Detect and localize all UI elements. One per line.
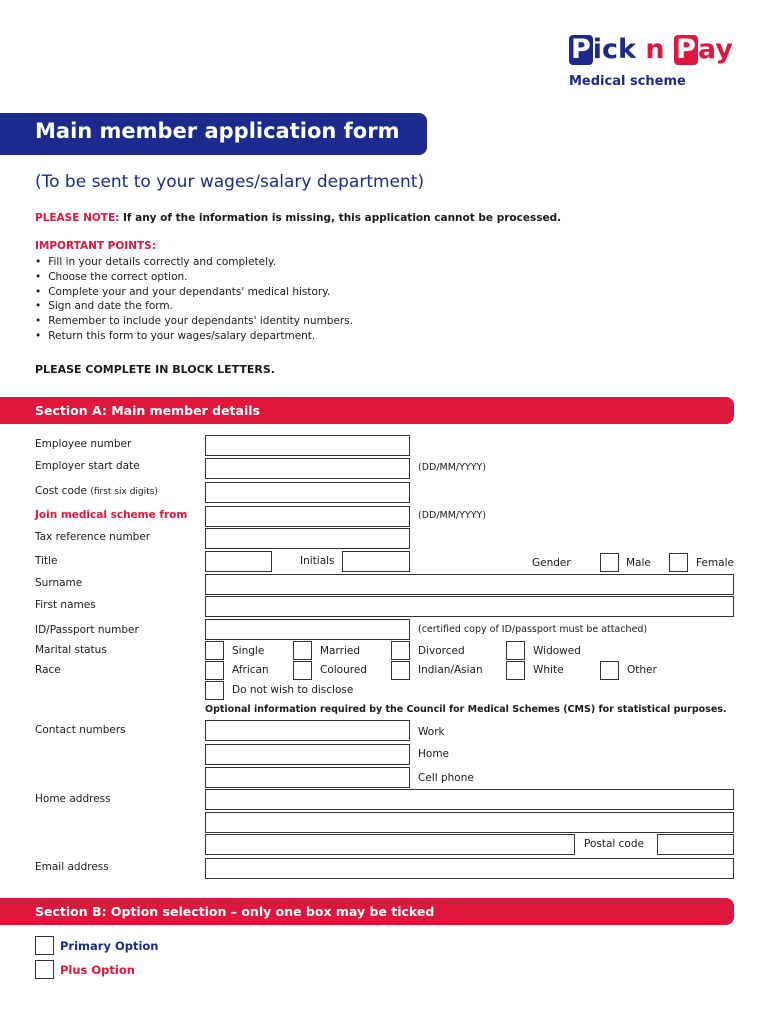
please-note bbox=[35, 212, 561, 224]
list-item: • Choose the correct option. bbox=[35, 270, 353, 285]
important-points bbox=[35, 255, 353, 344]
first-names-label: First names bbox=[35, 599, 96, 611]
employer-start-date-label: Employer start date bbox=[35, 460, 140, 472]
home-address-line-2[interactable] bbox=[205, 812, 734, 833]
race-no-disclose-checkbox[interactable] bbox=[205, 681, 224, 700]
section-b-title: Section B: Option selection – only one box may be ticked bbox=[35, 904, 435, 919]
plus-option-checkbox[interactable] bbox=[35, 960, 54, 979]
list-item: • Fill in your details correctly and completely. bbox=[35, 255, 353, 270]
coloured-label: Coloured bbox=[320, 664, 367, 676]
married-label: Married bbox=[320, 645, 360, 657]
home-number-field[interactable] bbox=[205, 744, 410, 765]
important-heading: IMPORTANT POINTS: bbox=[35, 240, 156, 252]
page-title: Main member application form bbox=[35, 119, 400, 143]
note-label: PLEASE NOTE: bbox=[35, 212, 120, 224]
logo-p2-box: P bbox=[676, 34, 696, 65]
initials-field[interactable] bbox=[342, 551, 410, 572]
logo-n: n bbox=[645, 34, 665, 65]
no-disclose-label: Do not wish to disclose bbox=[232, 684, 354, 696]
gender-male-checkbox[interactable] bbox=[600, 553, 619, 572]
cost-code-field[interactable] bbox=[205, 482, 410, 503]
primary-option-label: Primary Option bbox=[60, 939, 159, 953]
list-item: • Sign and date the form. bbox=[35, 299, 353, 314]
marital-married-checkbox[interactable] bbox=[293, 641, 312, 660]
email-field[interactable] bbox=[205, 858, 734, 879]
marital-status-label: Marital status bbox=[35, 644, 107, 656]
id-passport-label: ID/Passport number bbox=[35, 624, 139, 636]
employee-number-field[interactable] bbox=[205, 435, 410, 456]
page-subtitle: (To be sent to your wages/salary department) bbox=[35, 172, 425, 192]
list-item: • Complete your and your dependants' medical history. bbox=[35, 285, 353, 300]
tax-ref-field[interactable] bbox=[205, 528, 410, 549]
id-passport-field[interactable] bbox=[205, 619, 410, 640]
marital-widowed-checkbox[interactable] bbox=[506, 641, 525, 660]
white-label: White bbox=[533, 664, 564, 676]
join-scheme-label: Join medical scheme from bbox=[35, 509, 188, 521]
list-item: • Return this form to your wages/salary department. bbox=[35, 329, 353, 344]
optional-info-note: Optional information required by the Council for Medical Schemes (CMS) for statistical purposes. bbox=[205, 704, 727, 715]
surname-field[interactable] bbox=[205, 574, 734, 595]
gender-female-checkbox[interactable] bbox=[669, 553, 688, 572]
pick-n-pay-logo bbox=[569, 34, 733, 66]
widowed-label: Widowed bbox=[533, 645, 581, 657]
email-label: Email address bbox=[35, 861, 109, 873]
tax-ref-label: Tax reference number bbox=[35, 531, 151, 543]
home-address-label: Home address bbox=[35, 793, 111, 805]
title-label: Title bbox=[35, 555, 58, 567]
gender-label: Gender bbox=[532, 557, 571, 569]
logo-ick: ick bbox=[592, 34, 637, 65]
postal-code-label: Postal code bbox=[584, 838, 644, 850]
home-address-line-3[interactable] bbox=[205, 834, 575, 855]
race-other-checkbox[interactable] bbox=[600, 661, 619, 680]
postal-code-field[interactable] bbox=[657, 834, 734, 855]
employee-number-label: Employee number bbox=[35, 438, 132, 450]
id-hint: (certified copy of ID/passport must be attached) bbox=[418, 624, 648, 635]
primary-option-checkbox[interactable] bbox=[35, 936, 54, 955]
cell-label: Cell phone bbox=[418, 772, 474, 784]
race-indian-checkbox[interactable] bbox=[391, 661, 410, 680]
indian-label: Indian/Asian bbox=[418, 664, 483, 676]
work-label: Work bbox=[418, 726, 445, 738]
home-label: Home bbox=[418, 748, 450, 760]
first-names-field[interactable] bbox=[205, 596, 734, 617]
cost-code-text: Cost code bbox=[35, 485, 88, 497]
other-label: Other bbox=[627, 664, 657, 676]
african-label: African bbox=[232, 664, 269, 676]
marital-divorced-checkbox[interactable] bbox=[391, 641, 410, 660]
cost-code-label bbox=[35, 485, 158, 497]
block-letters-note: PLEASE COMPLETE IN BLOCK LETTERS. bbox=[35, 363, 275, 376]
list-item: • Remember to include your dependants' identity numbers. bbox=[35, 314, 353, 329]
note-text: If any of the information is missing, this application cannot be processed. bbox=[122, 212, 562, 224]
race-label: Race bbox=[35, 664, 61, 676]
male-label: Male bbox=[626, 557, 651, 569]
employer-start-date-field[interactable] bbox=[205, 458, 410, 479]
marital-single-checkbox[interactable] bbox=[205, 641, 224, 660]
logo-subtitle: Medical scheme bbox=[569, 74, 686, 89]
contact-numbers-label: Contact numbers bbox=[35, 724, 126, 736]
race-coloured-checkbox[interactable] bbox=[293, 661, 312, 680]
title-field[interactable] bbox=[205, 551, 272, 572]
logo-p-box: P bbox=[571, 34, 591, 65]
cost-code-hint: (first six digits) bbox=[90, 487, 158, 497]
female-label: Female bbox=[696, 557, 734, 569]
divorced-label: Divorced bbox=[418, 645, 465, 657]
plus-option-label: Plus Option bbox=[60, 963, 135, 977]
date-format-hint: (DD/MM/YYYY) bbox=[418, 462, 487, 473]
join-scheme-field[interactable] bbox=[205, 506, 410, 527]
logo-ay: ay bbox=[697, 34, 733, 65]
home-address-line-1[interactable] bbox=[205, 789, 734, 810]
cell-number-field[interactable] bbox=[205, 767, 410, 788]
race-white-checkbox[interactable] bbox=[506, 661, 525, 680]
initials-label: Initials bbox=[300, 555, 335, 567]
section-a-title: Section A: Main member details bbox=[35, 403, 260, 418]
work-number-field[interactable] bbox=[205, 720, 410, 741]
race-african-checkbox[interactable] bbox=[205, 661, 224, 680]
single-label: Single bbox=[232, 645, 265, 657]
surname-label: Surname bbox=[35, 577, 83, 589]
date-format-hint-2: (DD/MM/YYYY) bbox=[418, 510, 487, 521]
